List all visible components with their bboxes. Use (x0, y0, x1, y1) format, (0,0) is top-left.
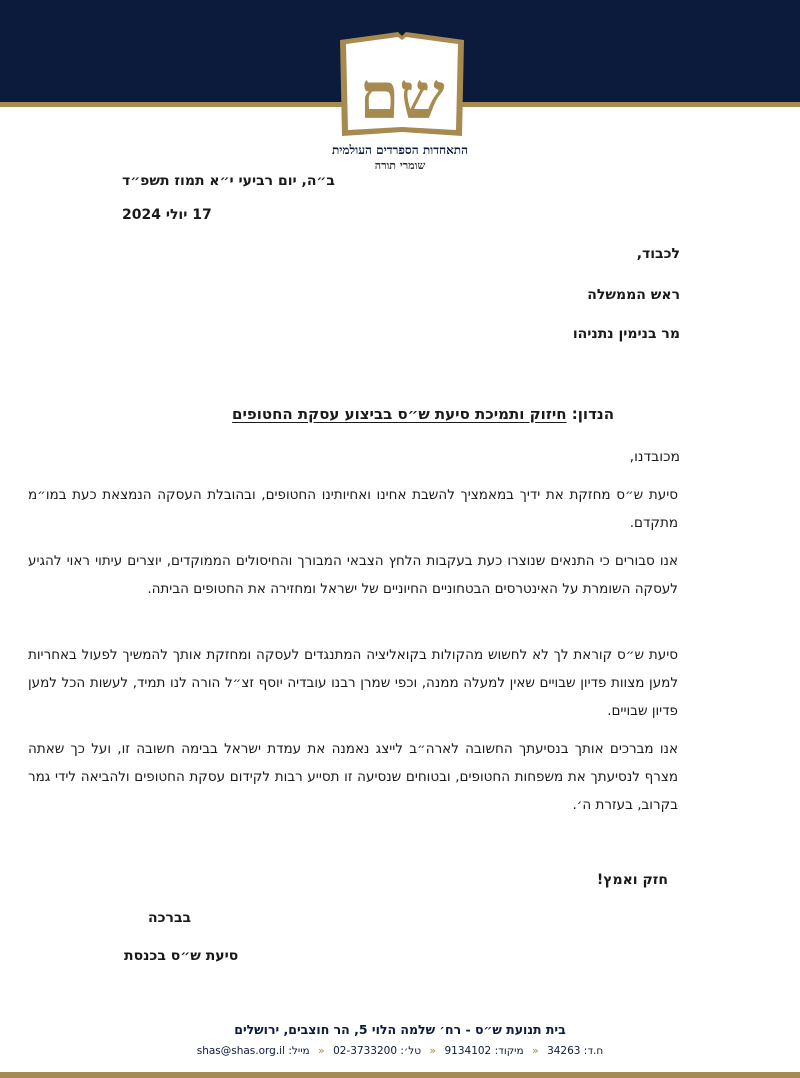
closing-exhortation: חזק ואמץ! (596, 872, 668, 888)
logo-lettering: שם (359, 59, 445, 134)
org-name: התאחדות הספרדים העולמית (331, 143, 469, 157)
shas-logo (332, 28, 472, 140)
footer-gold-stripe (0, 1072, 800, 1078)
subject-line (232, 405, 614, 423)
greeting: מכובדנו, (629, 449, 680, 465)
footer-address: בית תנועת ש״ס - רח׳ שלמה הלוי 5, הר חוצבים, ירושלים (234, 1022, 566, 1037)
recipient-name: מר בנימין נתניהו (572, 326, 680, 342)
subject-prefix: הנדון: (571, 405, 614, 423)
body-paragraph-1: סיעת ש״ס מחזקת את ידיך במאמציך להשבת אחינו ואחיותינו החטופים, ובהובלת העסקה הנמצאת כעת במו״מ מתקדם. (28, 487, 678, 531)
body-paragraph-2: אנו סבורים כי התנאים שנוצרו כעת בעקבות הלחץ הצבאי המבורך והחיסולים הממוקדים, יוצרים עיתוי ראוי להגיע לעסקה השומרת על האינטרסים הבטחוניים החיוניים של ישראל ומחזירה את החטופים הביתה. (28, 553, 678, 597)
chevron-separator-icon: « (429, 1044, 437, 1057)
signature-faction: סיעת ש״ס בכנסת (124, 948, 239, 964)
body-paragraph-3: סיעת ש״ס קוראת לך לא לחשוש מהקולות בקואליציה המתנגדים לעסקה ומחזקת אותך להמשיך לפעול באחריות למען מצוות פדיון שבויים שאין למעלה ממנה, וכפי שמרן רבנו עובדיה יוסף זצ״ל הורה לנו תמיד, לעשות הכל למען פדיון שבויים. (28, 647, 678, 719)
hebrew-date: ב״ה, יום רביעי י״א תמוז תשפ״ד (122, 173, 335, 189)
closing-blessing: בברכה (148, 910, 192, 926)
body-paragraph-4: אנו מברכים אותך בנסיעתך החשובה לארה״ב לייצג נאמנה את עמדת ישראל בבימה חשובה זו, ועל כך שאתה מצרף לנסיעתך את משפחות החטופים, ובטוחים שנסיעה זו תסייע רבות לקידום עסקת החטופים ולהביאה לידי גמר בקרוב, בעזרת ה׳. (28, 741, 678, 813)
footer-zip: מיקוד: 9134102 (444, 1045, 524, 1057)
footer-company-id: ח.ד: 34263 (547, 1045, 604, 1057)
recipient-title: ראש הממשלה (587, 287, 680, 303)
footer-phone: טל׳: 02-3733200 (333, 1045, 422, 1057)
org-subtitle: שומרי תורה (374, 159, 426, 172)
gregorian-date: 17 יולי 2024 (122, 207, 212, 223)
footer-contact (0, 1044, 800, 1057)
footer-email: מייל: shas@shas.org.il (196, 1045, 310, 1057)
subject-text: חיזוק ותמיכת סיעת ש״ס בביצוע עסקת החטופים (232, 405, 567, 423)
chevron-separator-icon: « (531, 1044, 539, 1057)
recipient-salutation: לכבוד, (636, 246, 680, 262)
chevron-separator-icon: « (318, 1044, 325, 1057)
